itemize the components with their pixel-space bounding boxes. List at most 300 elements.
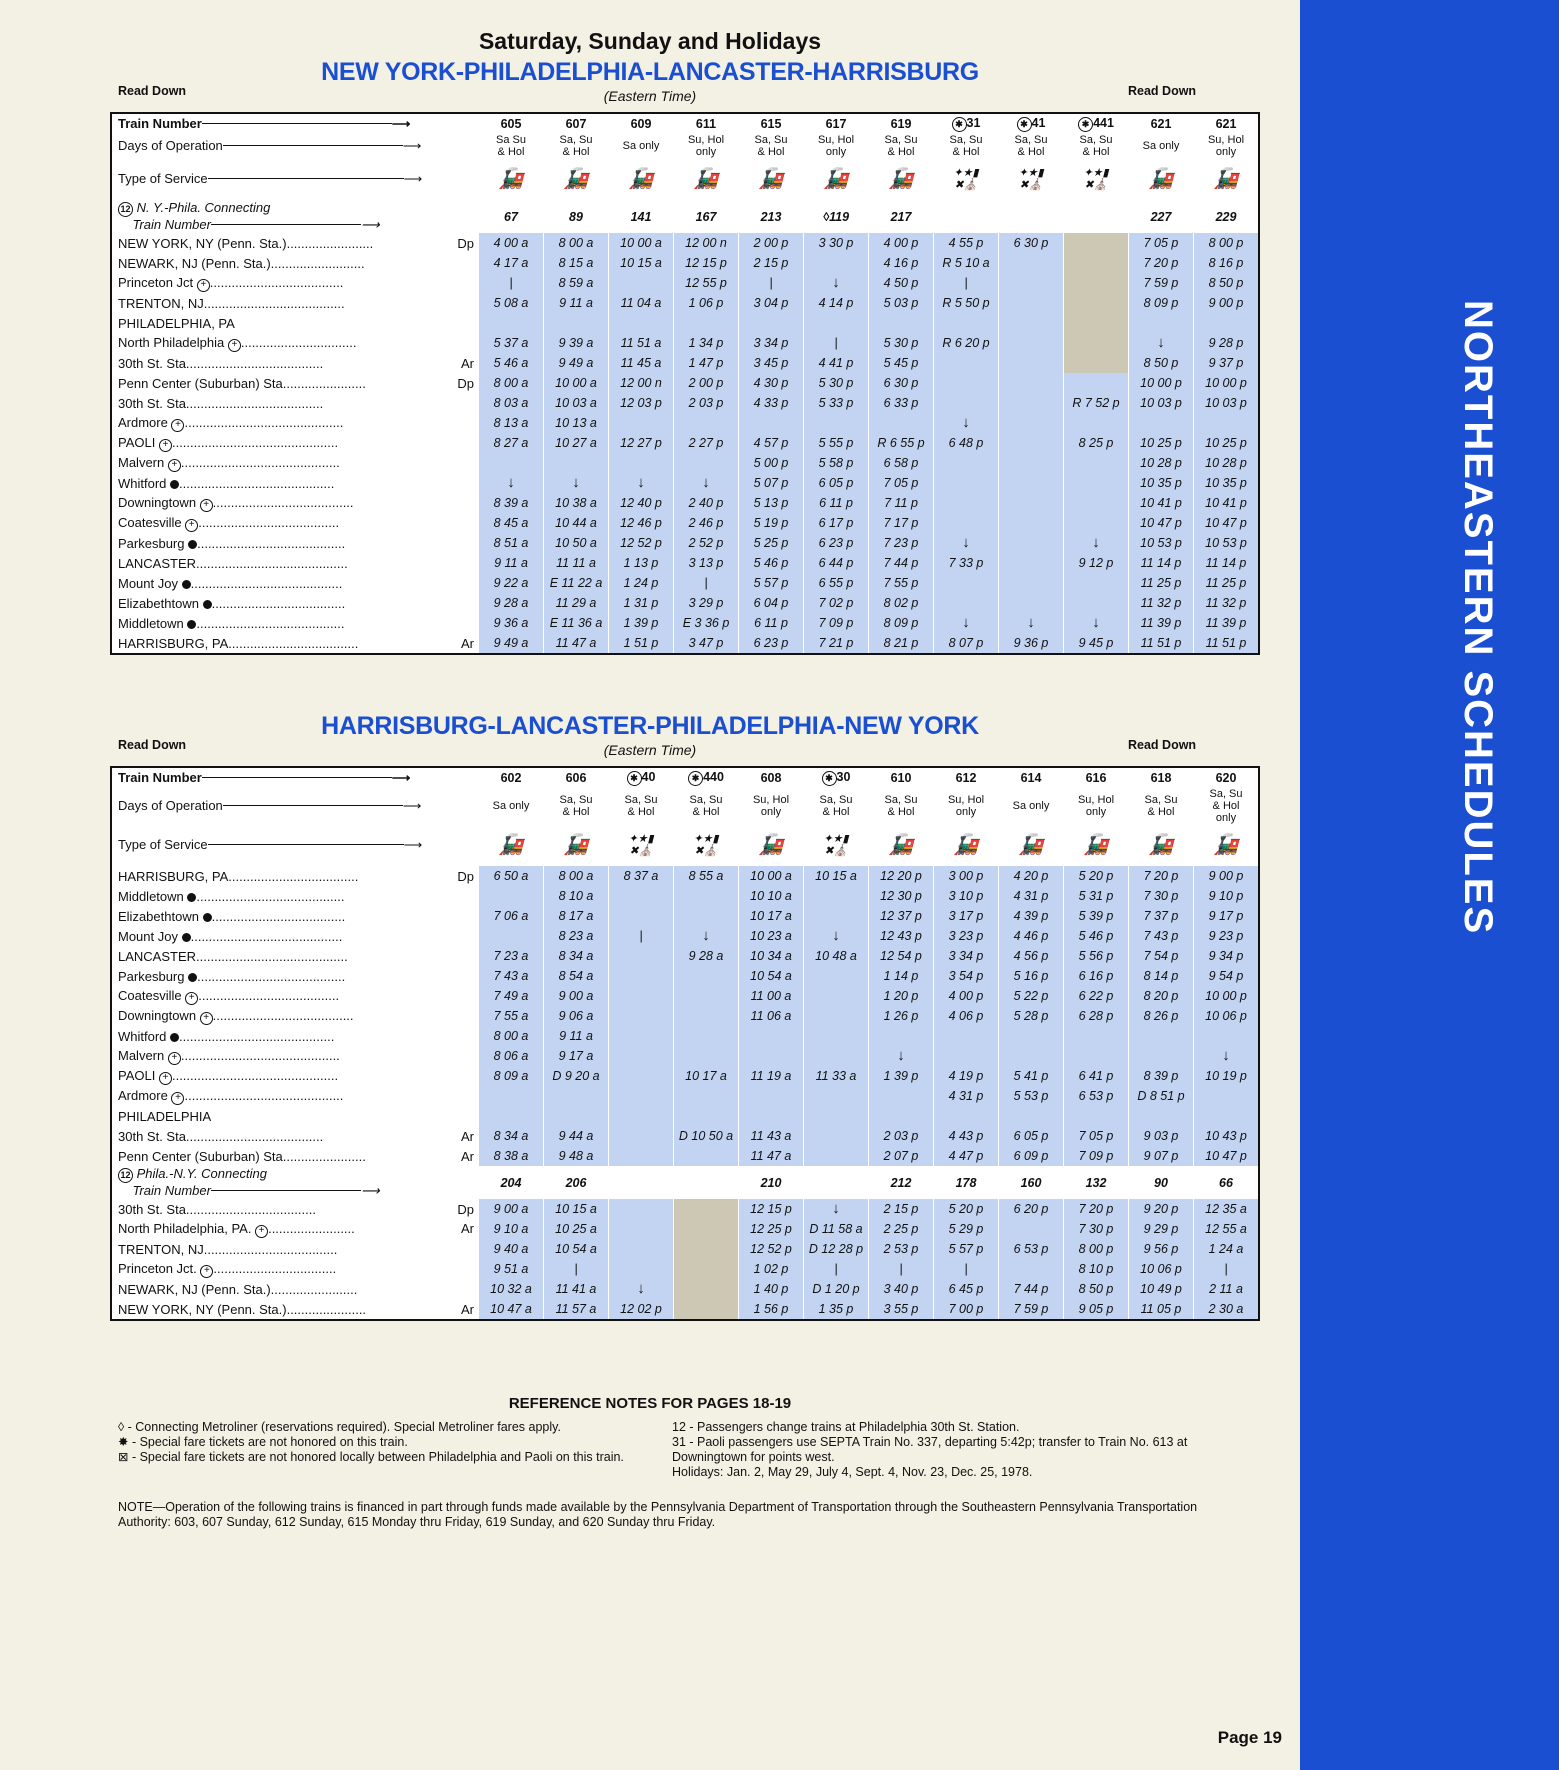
time-cell: 1 35 p xyxy=(804,1299,869,1320)
note-line: 12 - Passengers change trains at Philadelphia 30th St. Station. xyxy=(672,1420,1020,1434)
time-cell xyxy=(674,1006,739,1026)
connecting-number-cell: 217 xyxy=(869,200,934,233)
connecting-number-cell: 213 xyxy=(739,200,804,233)
table2-subtitle: (Eastern Time) xyxy=(603,742,697,758)
time-cell xyxy=(999,1219,1064,1239)
station-name: Elizabethtown xyxy=(118,595,199,611)
time-cell xyxy=(804,1026,869,1046)
time-cell: 7 43 a xyxy=(479,966,544,986)
train-number-row xyxy=(111,113,1259,134)
time-cell: 7 59 p xyxy=(1129,273,1194,293)
time-cell: 10 25 a xyxy=(544,1219,609,1239)
connecting-number-cell: ◊119 xyxy=(804,200,869,233)
table-row xyxy=(111,413,1259,433)
time-cell: 9 49 a xyxy=(544,353,609,373)
days-cell: Sa, Su & Hol xyxy=(1129,788,1194,824)
type-of-service-row xyxy=(111,158,1259,200)
row-label-days: Days of Operation ⟶ xyxy=(111,134,479,158)
train-number-cell[interactable]: 619 xyxy=(869,113,934,134)
time-cell xyxy=(934,353,999,373)
station-name: Ardmore xyxy=(118,1087,168,1103)
table-row xyxy=(111,1279,1259,1299)
time-cell: R 7 52 p xyxy=(1064,393,1129,413)
time-cell: 8 26 p xyxy=(1129,1006,1194,1026)
time-cell xyxy=(804,1259,869,1279)
train-number-cell[interactable]: 608 xyxy=(739,767,804,788)
train-number-cell[interactable]: 607 xyxy=(544,113,609,134)
train-number-cell[interactable]: 610 xyxy=(869,767,934,788)
connecting-number-cell xyxy=(999,200,1064,233)
time-cell: D 11 58 a xyxy=(804,1219,869,1239)
station-name: Coatesville xyxy=(118,514,182,530)
time-cell: 8 50 p xyxy=(1064,1279,1129,1299)
time-cell xyxy=(674,926,739,946)
time-cell xyxy=(479,273,544,293)
time-cell: 11 43 a xyxy=(739,1126,804,1146)
row-label-train-number: Train Number ⟶ xyxy=(111,767,479,788)
station-name: Downingtown xyxy=(118,1007,197,1023)
time-cell: 10 00 p xyxy=(1129,373,1194,393)
time-cell: 7 20 p xyxy=(1129,253,1194,273)
time-cell: 2 00 p xyxy=(739,233,804,253)
time-cell xyxy=(1129,1026,1194,1046)
service-cell xyxy=(869,824,934,866)
time-cell: 8 15 a xyxy=(544,253,609,273)
time-cell xyxy=(869,1026,934,1046)
time-cell: 10 53 p xyxy=(1129,533,1194,553)
time-cell xyxy=(479,926,544,946)
service-cell xyxy=(1064,824,1129,866)
filled-dot-icon xyxy=(203,913,212,922)
train-number-cell[interactable]: ✱ 440 xyxy=(674,767,739,788)
time-cell: R 5 50 p xyxy=(934,293,999,313)
time-cell xyxy=(674,986,739,1006)
time-cell: 8 51 a xyxy=(479,533,544,553)
filled-dot-icon xyxy=(182,580,191,589)
time-cell: D 8 51 p xyxy=(1129,1086,1194,1106)
table-row xyxy=(111,473,1259,493)
time-cell: 5 53 p xyxy=(999,1086,1064,1106)
time-cell xyxy=(1064,473,1129,493)
time-cell: 3 13 p xyxy=(674,553,739,573)
time-cell xyxy=(739,1046,804,1066)
train-number-cell[interactable]: 609 xyxy=(609,113,674,134)
time-cell: 10 32 a xyxy=(479,1279,544,1299)
time-cell xyxy=(804,1086,869,1106)
table-row xyxy=(111,926,1259,946)
station-label: Downingtown + ....................................... xyxy=(111,1006,479,1026)
time-cell: 4 00 a xyxy=(479,233,544,253)
time-cell xyxy=(999,253,1064,273)
station-label: Whitford ........................................... xyxy=(111,1026,479,1046)
time-cell: 2 27 p xyxy=(674,433,739,453)
train-number-cell[interactable]: 614 xyxy=(999,767,1064,788)
time-cell: 7 05 p xyxy=(869,473,934,493)
time-cell xyxy=(999,373,1064,393)
time-cell xyxy=(999,413,1064,433)
time-cell xyxy=(674,1106,739,1126)
time-cell xyxy=(609,1279,674,1299)
time-cell: 3 10 p xyxy=(934,886,999,906)
train-number-cell[interactable]: 612 xyxy=(934,767,999,788)
time-cell xyxy=(609,453,674,473)
service-cell xyxy=(479,824,544,866)
time-cell: 10 06 p xyxy=(1194,1006,1260,1026)
note-line: Holidays: Jan. 2, May 29, July 4, Sept. 4, Nov. 23, Dec. 25, 1978. xyxy=(672,1465,1033,1479)
time-cell: 11 00 a xyxy=(739,986,804,1006)
time-cell: 5 08 a xyxy=(479,293,544,313)
station-label: 30th St. Sta...................................... Ar xyxy=(111,1126,479,1146)
station-name: PHILADELPHIA, PA xyxy=(118,315,235,331)
station-name: Whitford xyxy=(118,1028,167,1044)
time-cell: 6 22 p xyxy=(1064,986,1129,1006)
station-name: 30th St. Sta. xyxy=(118,1201,190,1217)
time-cell xyxy=(1194,313,1260,333)
time-cell xyxy=(1064,1046,1129,1066)
table-row xyxy=(111,293,1259,313)
filled-dot-icon xyxy=(182,933,191,942)
continues-arrow-icon: ↓ xyxy=(1222,1047,1230,1064)
time-cell: 9 28 a xyxy=(479,593,544,613)
time-cell: 6 05 p xyxy=(999,1126,1064,1146)
filled-dot-icon xyxy=(188,973,197,982)
time-cell xyxy=(999,593,1064,613)
time-cell: 7 09 p xyxy=(1064,1146,1129,1166)
service-cell xyxy=(609,158,674,200)
time-cell: 7 33 p xyxy=(934,553,999,573)
time-cell: E 11 36 a xyxy=(544,613,609,633)
time-cell: 4 55 p xyxy=(934,233,999,253)
time-cell xyxy=(739,1086,804,1106)
service-cell xyxy=(804,158,869,200)
through-line: | xyxy=(509,276,513,290)
time-cell xyxy=(999,273,1064,293)
station-name: Malvern xyxy=(118,1047,165,1063)
time-cell xyxy=(804,906,869,926)
table-row xyxy=(111,1259,1259,1279)
note-line: ◊ - Connecting Metroliner (reservations required). Special Metroliner fares apply. xyxy=(118,1420,561,1434)
time-cell: 5 30 p xyxy=(804,373,869,393)
time-cell: 7 30 p xyxy=(1129,886,1194,906)
time-cell: 5 46 p xyxy=(1064,926,1129,946)
time-cell: 9 56 p xyxy=(1129,1239,1194,1259)
time-cell: 11 51 p xyxy=(1194,633,1260,654)
continues-arrow-icon: ↓ xyxy=(832,1200,840,1217)
train-number-cell[interactable]: 620 xyxy=(1194,767,1260,788)
service-cell xyxy=(934,158,999,200)
station-label: PAOLI + .............................................. xyxy=(111,433,479,453)
time-cell: 2 53 p xyxy=(869,1239,934,1259)
time-cell xyxy=(999,493,1064,513)
time-cell: 3 45 p xyxy=(739,353,804,373)
table1-kicker: Saturday, Sunday and Holidays xyxy=(478,28,822,54)
time-cell xyxy=(1064,353,1129,373)
train-service-icon: 🚂 xyxy=(1148,168,1174,190)
time-cell xyxy=(999,1026,1064,1046)
connecting-number-cell xyxy=(1064,200,1129,233)
train-number-cell[interactable]: 617 xyxy=(804,113,869,134)
days-cell: Su, Hol only xyxy=(1194,134,1260,158)
time-cell: 9 20 p xyxy=(1129,1199,1194,1219)
time-cell: 5 22 p xyxy=(999,986,1064,1006)
table-row xyxy=(111,1066,1259,1086)
time-cell xyxy=(804,1146,869,1166)
train-number-cell[interactable]: 618 xyxy=(1129,767,1194,788)
time-cell: 11 39 p xyxy=(1194,613,1260,633)
time-cell xyxy=(869,313,934,333)
time-cell: 7 09 p xyxy=(804,613,869,633)
time-cell: 1 13 p xyxy=(609,553,674,573)
time-cell: 11 57 a xyxy=(544,1299,609,1320)
time-cell: 6 09 p xyxy=(999,1146,1064,1166)
time-cell: 9 23 p xyxy=(1194,926,1260,946)
train-service-icon: 🚂 xyxy=(1083,834,1109,856)
time-cell xyxy=(544,453,609,473)
time-cell: 5 31 p xyxy=(1064,886,1129,906)
time-cell xyxy=(804,1199,869,1219)
time-cell: 2 07 p xyxy=(869,1146,934,1166)
time-cell xyxy=(1064,493,1129,513)
train-number-cell[interactable]: 621 xyxy=(1194,113,1260,134)
station-name: Parkesburg xyxy=(118,968,185,984)
plus-circle-icon: + xyxy=(200,1265,213,1278)
train-number-cell[interactable]: 621 xyxy=(1129,113,1194,134)
time-cell: 5 07 p xyxy=(739,473,804,493)
time-cell xyxy=(674,1046,739,1066)
service-cell xyxy=(674,158,739,200)
notes-bottom xyxy=(118,1500,1228,1530)
time-cell: 11 06 a xyxy=(739,1006,804,1026)
time-cell xyxy=(999,613,1064,633)
days-cell: Sa only xyxy=(609,134,674,158)
filled-dot-icon xyxy=(170,1033,179,1042)
time-cell: 9 00 a xyxy=(544,986,609,1006)
time-cell xyxy=(804,313,869,333)
time-cell: 10 35 p xyxy=(1194,473,1260,493)
time-cell xyxy=(674,453,739,473)
row-label-connecting: 12 N. Y.-Phila. Connecting Train Number ⟶ xyxy=(111,200,479,233)
train-number-cell[interactable]: 602 xyxy=(479,767,544,788)
time-cell: 9 45 p xyxy=(1064,633,1129,654)
station-name: PAOLI xyxy=(118,434,156,450)
time-cell: 8 50 p xyxy=(1194,273,1260,293)
train-service-icon: 🚂 xyxy=(953,834,979,856)
time-cell: 2 03 p xyxy=(869,1126,934,1146)
days-cell: Sa, Su & Hol xyxy=(544,788,609,824)
time-cell xyxy=(739,1106,804,1126)
time-cell: 7 20 p xyxy=(1129,866,1194,886)
station-name: Malvern xyxy=(118,454,165,470)
train-number-cell[interactable]: ✱ 31 xyxy=(934,113,999,134)
time-cell xyxy=(609,1146,674,1166)
time-cell: 9 00 a xyxy=(479,1199,544,1219)
time-cell: 10 47 p xyxy=(1194,1146,1260,1166)
time-cell: 5 16 p xyxy=(999,966,1064,986)
table-row xyxy=(111,273,1259,293)
station-name: NEW YORK, NY (Penn. Sta.) xyxy=(118,235,287,251)
service-cell xyxy=(544,824,609,866)
train-number-cell[interactable]: 605 xyxy=(479,113,544,134)
connecting-number-cell: 167 xyxy=(674,200,739,233)
time-cell xyxy=(674,1239,739,1259)
time-cell: 8 39 a xyxy=(479,493,544,513)
station-label: Elizabethtown ..................................... xyxy=(111,906,479,926)
time-cell xyxy=(479,886,544,906)
station-label xyxy=(111,1106,479,1126)
time-cell xyxy=(609,926,674,946)
time-cell: 8 09 p xyxy=(1129,293,1194,313)
time-cell: 5 20 p xyxy=(1064,866,1129,886)
time-cell: 7 59 p xyxy=(999,1299,1064,1320)
time-cell xyxy=(609,1126,674,1146)
service-cell xyxy=(1064,158,1129,200)
train-number-cell[interactable]: 606 xyxy=(544,767,609,788)
station-label: NEW YORK, NY (Penn. Sta.)........................ Dp xyxy=(111,233,479,253)
time-cell: 7 21 p xyxy=(804,633,869,654)
time-cell: 1 39 p xyxy=(609,613,674,633)
train-number-cell[interactable]: 616 xyxy=(1064,767,1129,788)
plus-circle-icon: + xyxy=(171,1092,184,1105)
continues-arrow-icon: ↓ xyxy=(1092,534,1100,551)
sidebar-title: NORTHEASTERN SCHEDULES xyxy=(1456,300,1500,936)
time-cell: 4 43 p xyxy=(934,1126,999,1146)
time-cell: 9 12 p xyxy=(1064,553,1129,573)
time-cell xyxy=(544,1259,609,1279)
time-cell: 10 19 p xyxy=(1194,1066,1260,1086)
time-cell xyxy=(1064,1026,1129,1046)
time-cell: 3 17 p xyxy=(934,906,999,926)
train-number-cell[interactable]: ✱ 441 xyxy=(1064,113,1129,134)
row-label-days: Days of Operation ⟶ xyxy=(111,788,479,824)
connecting-number-cell: 90 xyxy=(1129,1166,1194,1199)
time-cell: 4 19 p xyxy=(934,1066,999,1086)
connecting-number-cell: 212 xyxy=(869,1166,934,1199)
time-cell: 10 47 a xyxy=(479,1299,544,1320)
time-cell: 10 54 a xyxy=(544,1239,609,1259)
time-cell: 7 17 p xyxy=(869,513,934,533)
days-cell: Su, Hol only xyxy=(739,788,804,824)
table-row xyxy=(111,1146,1259,1166)
station-name: TRENTON, NJ. xyxy=(118,1241,208,1257)
station-name: 30th St. Sta. xyxy=(118,1128,190,1144)
time-cell: 3 04 p xyxy=(739,293,804,313)
time-cell xyxy=(544,1086,609,1106)
connecting-number-cell xyxy=(934,200,999,233)
time-cell: 6 55 p xyxy=(804,573,869,593)
days-cell: Sa Su & Hol xyxy=(479,134,544,158)
days-cell: Sa, Su & Hol xyxy=(869,134,934,158)
station-label: Penn Center (Suburban) Sta....................... Ar xyxy=(111,1146,479,1166)
time-cell xyxy=(674,966,739,986)
time-cell: 9 17 p xyxy=(1194,906,1260,926)
train-service-icon: 🚂 xyxy=(758,168,784,190)
time-cell: 7 06 a xyxy=(479,906,544,926)
station-label: Middletown ......................................... xyxy=(111,886,479,906)
table-row xyxy=(111,513,1259,533)
time-cell: 12 25 p xyxy=(739,1219,804,1239)
time-cell xyxy=(674,413,739,433)
time-cell: 12 52 p xyxy=(609,533,674,553)
connecting-number-cell: 206 xyxy=(544,1166,609,1199)
plus-circle-icon: + xyxy=(168,459,181,472)
connecting-number-cell: 178 xyxy=(934,1166,999,1199)
time-cell: 7 54 p xyxy=(1129,946,1194,966)
time-cell: 7 20 p xyxy=(1064,1199,1129,1219)
time-cell: 3 47 p xyxy=(674,633,739,654)
time-cell xyxy=(609,1239,674,1259)
train-number-cell[interactable]: 615 xyxy=(739,113,804,134)
time-cell: 5 46 p xyxy=(739,553,804,573)
time-cell: 8 16 p xyxy=(1194,253,1260,273)
time-cell: 9 11 a xyxy=(479,553,544,573)
time-cell: 5 03 p xyxy=(869,293,934,313)
days-of-operation-row xyxy=(111,134,1259,158)
connecting-number-cell: 229 xyxy=(1194,200,1260,233)
time-cell xyxy=(1194,1106,1260,1126)
time-cell xyxy=(1064,1106,1129,1126)
station-label: 30th St. Sta...................................... Ar xyxy=(111,353,479,373)
time-cell xyxy=(999,1106,1064,1126)
station-name: LANCASTER. xyxy=(118,948,200,964)
train-number-cell[interactable]: 611 xyxy=(674,113,739,134)
time-cell xyxy=(609,1259,674,1279)
time-cell xyxy=(934,393,999,413)
station-label: NEWARK, NJ (Penn. Sta.).......................... xyxy=(111,253,479,273)
time-cell: R 6 20 p xyxy=(934,333,999,353)
time-cell: R 6 55 p xyxy=(869,433,934,453)
time-cell xyxy=(479,1106,544,1126)
station-label: Mount Joy .......................................... xyxy=(111,573,479,593)
connecting-number-cell: 132 xyxy=(1064,1166,1129,1199)
time-cell xyxy=(934,313,999,333)
train-number-cell[interactable]: ✱ 41 xyxy=(999,113,1064,134)
time-cell xyxy=(804,1046,869,1066)
station-label: Penn Center (Suburban) Sta....................... Dp xyxy=(111,373,479,393)
station-name: NEWARK, NJ (Penn. Sta.) xyxy=(118,1281,271,1297)
time-cell: 10 48 a xyxy=(804,946,869,966)
continues-arrow-icon: ↓ xyxy=(1092,614,1100,631)
train-service-icon: 🚂 xyxy=(823,168,849,190)
time-cell: 1 40 p xyxy=(739,1279,804,1299)
through-line: | xyxy=(834,1262,838,1276)
days-cell: Su, Hol only xyxy=(1064,788,1129,824)
service-cell xyxy=(544,158,609,200)
time-cell xyxy=(609,1026,674,1046)
time-cell: 2 15 p xyxy=(869,1199,934,1219)
time-cell: 9 22 a xyxy=(479,573,544,593)
time-cell xyxy=(934,1259,999,1279)
train-number-cell[interactable]: ✱ 40 xyxy=(609,767,674,788)
train-number-cell[interactable]: ✱ 30 xyxy=(804,767,869,788)
time-cell: 8 00 a xyxy=(544,866,609,886)
station-label: Malvern + ............................................ xyxy=(111,1046,479,1066)
time-cell: 10 34 a xyxy=(739,946,804,966)
time-cell: 5 39 p xyxy=(1064,906,1129,926)
time-cell: 3 34 p xyxy=(739,333,804,353)
station-label: Ardmore + ............................................ xyxy=(111,413,479,433)
time-cell: 11 14 p xyxy=(1194,553,1260,573)
time-cell: R 5 10 a xyxy=(934,253,999,273)
time-cell xyxy=(609,1219,674,1239)
time-cell xyxy=(804,886,869,906)
time-cell: 10 38 a xyxy=(544,493,609,513)
time-cell: 4 57 p xyxy=(739,433,804,453)
row-label-service: Type of Service ⟶ xyxy=(111,824,479,866)
time-cell xyxy=(1064,613,1129,633)
time-cell: 7 05 p xyxy=(1064,1126,1129,1146)
time-cell: 12 37 p xyxy=(869,906,934,926)
through-line: | xyxy=(834,336,838,350)
